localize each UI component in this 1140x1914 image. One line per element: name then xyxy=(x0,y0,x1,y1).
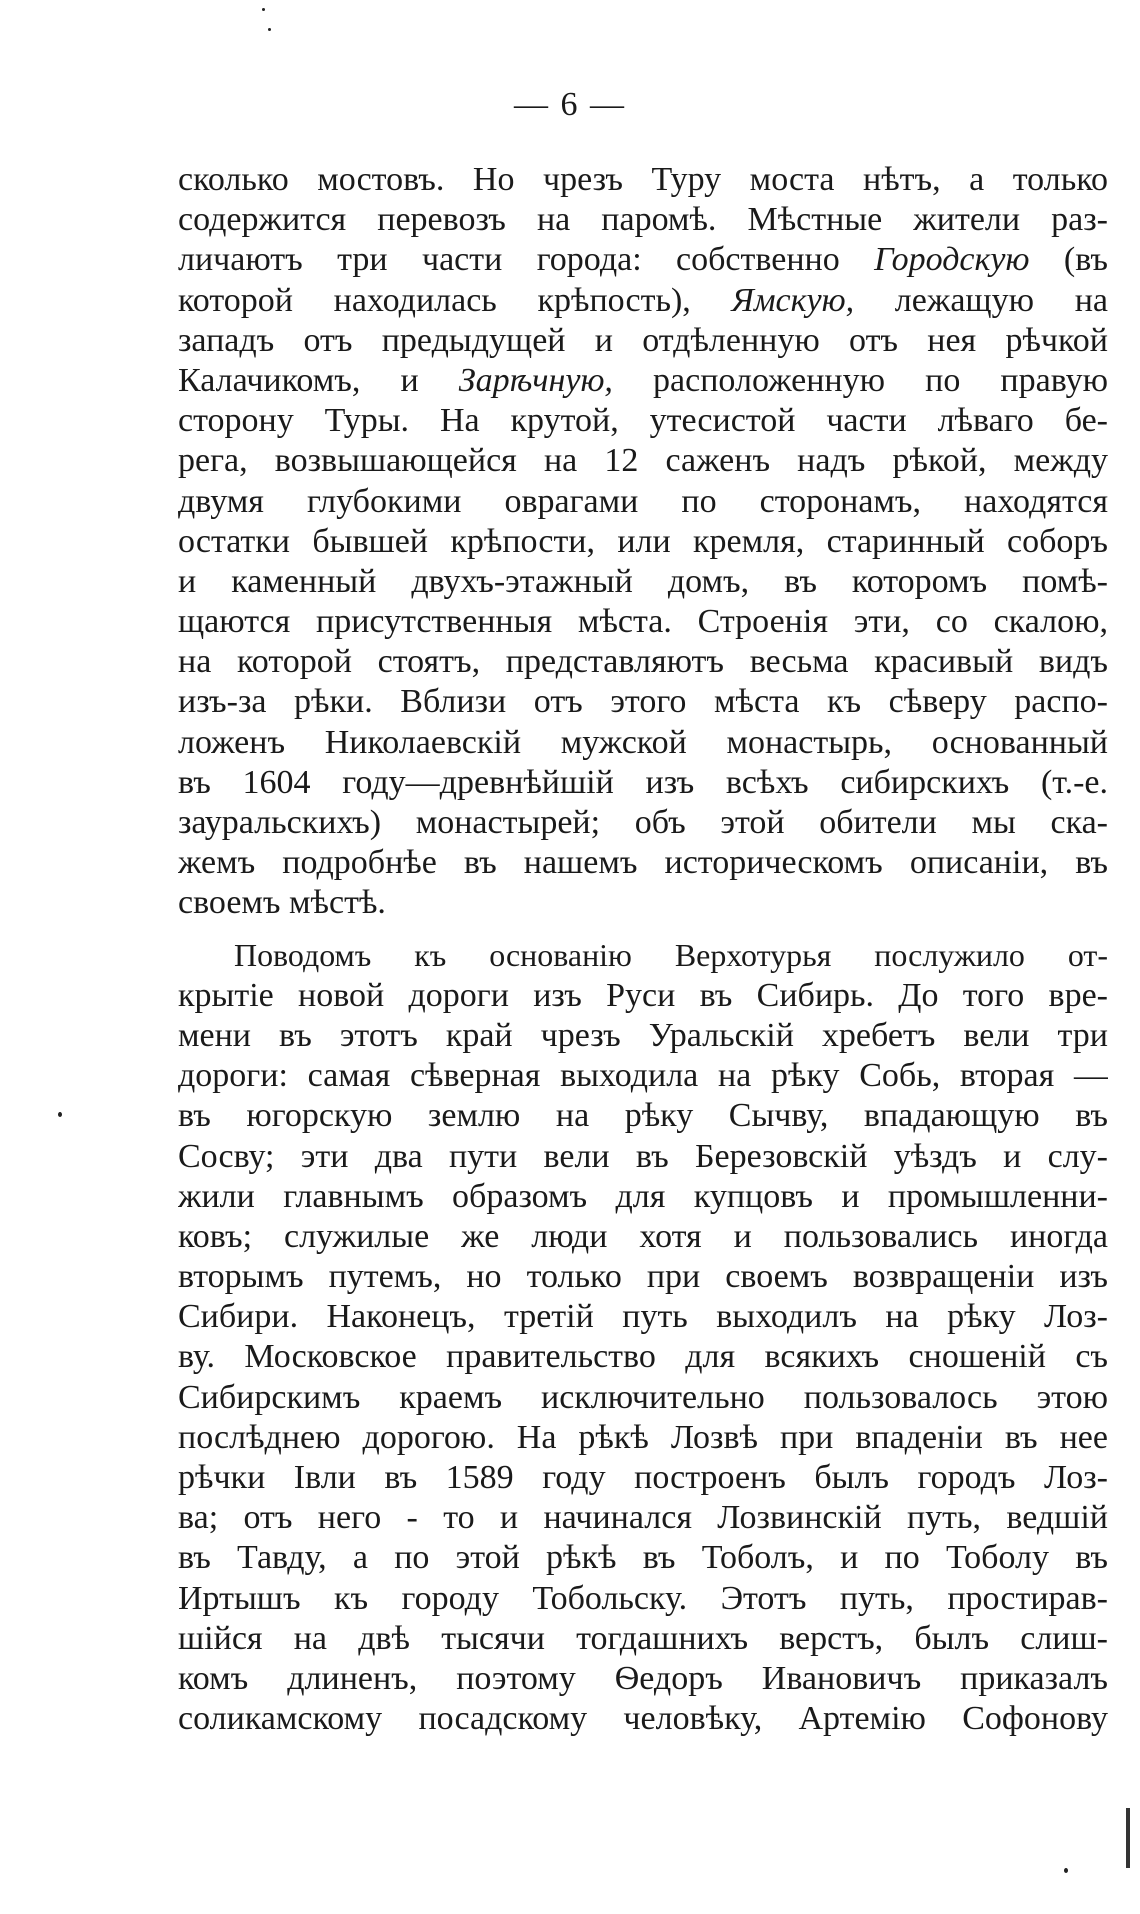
text-line: сколько мостовъ. Но чрезъ Туру моста нѣтъ, а только xyxy=(178,161,1108,198)
text-line: дороги: самая сѣверная выходила на рѣку Собь, вторая — xyxy=(178,1057,1108,1095)
text-line: жили главнымъ образомъ для купцовъ и промышленни- xyxy=(178,1177,1108,1215)
print-speck xyxy=(58,1112,62,1117)
italic-place-name: Зарѣчную, xyxy=(458,361,613,399)
text-line: жемъ подробнѣе въ нашемъ историческомъ описаніи, въ xyxy=(178,844,1108,882)
text-line: послѣднею дорогою. На рѣкѣ Лозвѣ при впаденіи въ нее xyxy=(178,1418,1108,1456)
text-line: рега, возвышающейся на 12 саженъ надъ рѣкой, между xyxy=(178,442,1108,480)
page-edge-mark xyxy=(1126,1808,1130,1868)
text-line: Сосву; эти два пути вели въ Березовскій уѣздъ и слу- xyxy=(178,1137,1108,1175)
text-line: шійся на двѣ тысячи тогдашнихъ верстъ, былъ слиш- xyxy=(178,1619,1108,1657)
italic-place-name: Ямскую, xyxy=(731,281,855,319)
text-line: западъ отъ предыдущей и отдѣленную отъ нея рѣчкой xyxy=(178,321,1108,359)
print-speck xyxy=(1064,1868,1068,1873)
text-line: въ 1604 году—древнѣйшій изъ всѣхъ сибирскихъ (т.-е. xyxy=(178,763,1108,801)
text-segment: расположенную по правую xyxy=(612,361,1108,399)
text-segment: личаютъ три части города: собственно xyxy=(178,241,875,279)
text-segment: которой находилась крѣпость), xyxy=(178,281,732,319)
text-line xyxy=(178,240,1108,280)
text-line: ковъ; служилые же люди хотя и пользовались иногда xyxy=(178,1217,1108,1255)
text-line: зауральскихъ) монастырей; объ этой обители мы ска- xyxy=(178,804,1108,841)
text-segment: лежащую на xyxy=(854,281,1108,319)
text-line: въ Тавду, а по этой рѣкѣ въ Тоболъ, и по Тоболу въ xyxy=(178,1539,1108,1577)
text-line: на которой стоятъ, представляютъ весьма красивый видъ xyxy=(178,643,1108,681)
page-number: — 6 — xyxy=(514,86,626,123)
text-line: остатки бывшей крѣпости, или кремля, старинный соборъ xyxy=(178,522,1108,560)
text-line: Сибири. Наконецъ, третій путь выходилъ на рѣку Лоз- xyxy=(178,1298,1108,1336)
text-segment: (въ xyxy=(1029,241,1108,279)
print-speck xyxy=(262,8,265,11)
text-line xyxy=(178,361,1108,401)
text-line: Сибирскимъ краемъ исключительно пользовалось этою xyxy=(178,1378,1108,1416)
text-line: соликамскому посадскому человѣку, Артемію Софонову xyxy=(178,1700,1108,1738)
text-line: крытіе новой дороги изъ Руси въ Сибирь. До того вре- xyxy=(178,976,1108,1014)
text-line: вторымъ путемъ, но только при своемъ возвращеніи изъ xyxy=(178,1258,1108,1296)
text-line: ву. Московское правительство для всякихъ сношеній съ xyxy=(178,1338,1108,1376)
text-line: щаются присутственныя мѣста. Строенія эти, со скалою, xyxy=(178,603,1108,641)
text-line xyxy=(178,281,1108,321)
text-line: своемъ мѣстѣ. xyxy=(178,884,386,922)
text-line: Поводомъ къ основанію Верхотурья послужило от- xyxy=(234,937,1108,973)
text-line: двумя глубокими оврагами по сторонамъ, находятся xyxy=(178,482,1108,520)
text-line: ложенъ Николаевскій мужской монастырь, основанный xyxy=(178,723,1108,761)
italic-place-name: Городскую xyxy=(874,241,1030,279)
text-line: Иртышъ къ городу Тобольску. Этотъ путь, простирав- xyxy=(178,1579,1108,1617)
text-line: содержится перевозъ на паромѣ. Мѣстные жители раз- xyxy=(178,201,1108,239)
text-line: комъ длиненъ, поэтому Ѳедоръ Ивановичъ приказалъ xyxy=(178,1659,1108,1697)
text-line: въ югорскую землю на рѣку Сычву, впадающую въ xyxy=(178,1097,1108,1135)
text-segment: Калачикомъ, и xyxy=(178,361,459,399)
text-line: сторону Туры. На крутой, утесистой части лѣваго бе- xyxy=(178,402,1108,440)
text-line: и каменный двухъ-этажный домъ, въ которомъ помѣ- xyxy=(178,562,1108,600)
text-line: ва; отъ него - то и начинался Лозвинскій путь, ведшій xyxy=(178,1499,1108,1537)
text-line: рѣчки Івли въ 1589 году построенъ былъ городъ Лоз- xyxy=(178,1459,1108,1496)
text-line: изъ-за рѣки. Вблизи отъ этого мѣста къ сѣверу распо- xyxy=(178,683,1108,721)
print-speck xyxy=(268,28,271,31)
page-text xyxy=(178,160,1108,1739)
text-line: мени въ этотъ край чрезъ Уральскій хребетъ вели три xyxy=(178,1016,1108,1054)
